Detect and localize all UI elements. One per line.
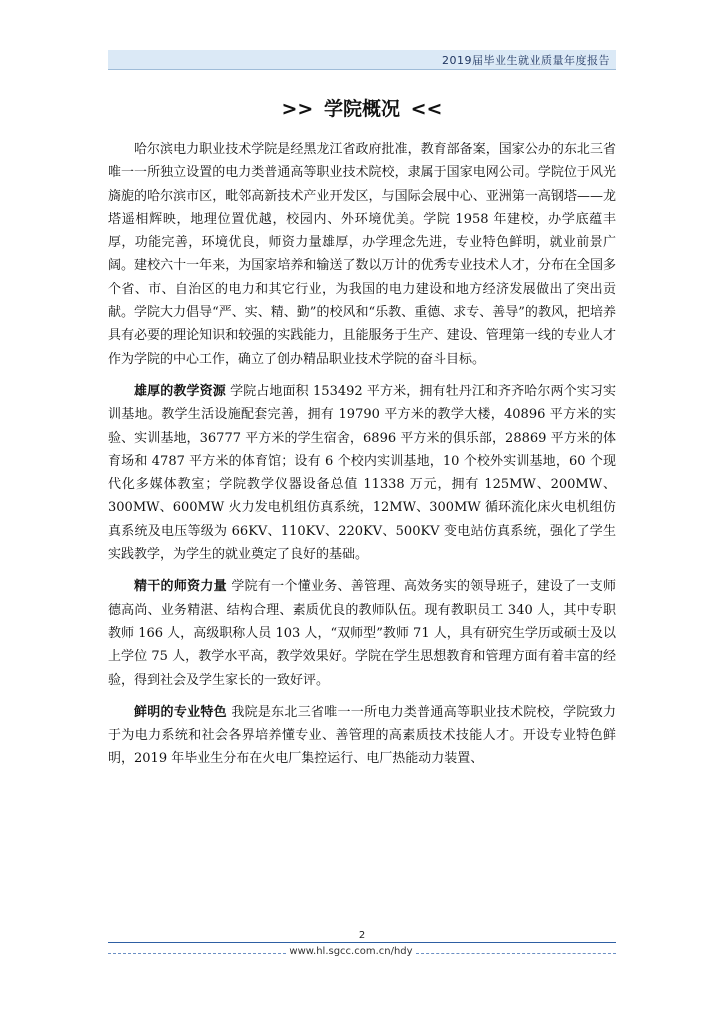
- paragraph-lead: 鲜明的专业特色: [134, 704, 227, 720]
- page-number: 2: [358, 930, 366, 941]
- section-title: [0, 94, 724, 121]
- footer-rule-left: [108, 953, 286, 954]
- paragraph-teaching-resources: [108, 380, 616, 566]
- paragraph-specialty: [108, 701, 616, 771]
- paragraph-text: 我院是东北三省唯一一所电力类普通高等职业技术院校，学院致力于为电力系统和社会各界培养懂专业、善管理的高素质技术技能人才。开设专业特色鲜明，2019 年毕业生分布在火电厂集控运行、电厂热能动力装置、: [108, 704, 616, 767]
- chevron-left-icon: <<: [410, 98, 443, 120]
- chevron-right-icon: >>: [281, 98, 314, 120]
- footer-divider: [108, 942, 616, 943]
- paragraph-intro: [108, 138, 616, 371]
- paragraph-text: 哈尔滨电力职业技术学院是经黑龙江省政府批准，教育部备案，国家公办的东北三省唯一一所独立设置的电力类普通高等职业技术院校，隶属于国家电网公司。学院位于风光旖旎的哈尔滨市区，毗邻高新技术产业开发区，与国际会展中心、亚洲第一高钢塔——龙塔遥相辉映，地理位置优越，校园内、外环境优美。学院 1958 年建校，办学底蕴丰厚，功能完善，环境优良，师资力量雄厚，办学理念先进，专业特色鲜明，就业前景广阔。建校六十一年来，为国家培养和输送了数以万计的优秀专业技术人才，分布在全国多个省、市、自治区的电力和其它行业，为我国的电力建设和地方经济发展做出了突出贡献。学院大力倡导“严、实、精、勤”的校风和“乐教、重德、求专、善导”的教风，把培养具有必要的理论知识和较强的实践能力，且能服务于生产、建设、管理第一线的专业人才作为学院的中心工作，确立了创办精品职业技术学院的奋斗目标。: [108, 142, 616, 367]
- paragraph-text: 学院有一个懂业务、善管理、高效务实的领导班子，建设了一支师德高尚、业务精湛、结构合理、素质优良的教师队伍。现有教职员工 340 人，其中专职教师 166 人，高级职称人员 103 人，“双师型”教师 71 人，具有研究生学历或硕士及以上学位 75 人，教学水平高，教学效果好。学院在学生思想教育和管理方面有着丰富的经验，得到社会及学生家长的一致好评。: [108, 579, 616, 688]
- paragraph-faculty: [108, 575, 616, 691]
- paragraph-lead: 精干的师资力量: [134, 579, 227, 595]
- paragraph-lead: 雄厚的教学资源: [134, 383, 226, 399]
- paragraph-text: 学院占地面积 153492 平方米，拥有牡丹江和齐齐哈尔两个实习实训基地。教学生活设施配套完善，拥有 19790 平方米的教学大楼，40896 平方米的实验、实训基地，36777 平方米的学生宿舍，6896 平方米的俱乐部，28869 平方米的体育场和 4787 平方米的体育馆；设有 6 个校内实训基地，10 个校外实训基地，60 个现代化多媒体教室；学院教学仪器设备总值 11338 万元，拥有 125MW、200MW、300MW、600MW 火力发电机组仿真系统，12MW、300MW 循环流化床火电机组仿真系统及电压等级为 66KV、110KV、220KV、500KV 变电站仿真系统，强化了学生实践教学，为学生的就业奠定了良好的基础。: [108, 383, 616, 563]
- section-title-text: 学院概况: [323, 98, 400, 120]
- footer-url: www.hl.sgcc.com.cn/hdy: [289, 946, 413, 957]
- report-header-bar: [108, 50, 616, 70]
- footer-rule-right: [416, 953, 616, 954]
- report-header-title: 2019届毕业生就业质量年度报告: [442, 54, 610, 67]
- page-footer: [108, 946, 616, 960]
- document-body: [108, 138, 616, 771]
